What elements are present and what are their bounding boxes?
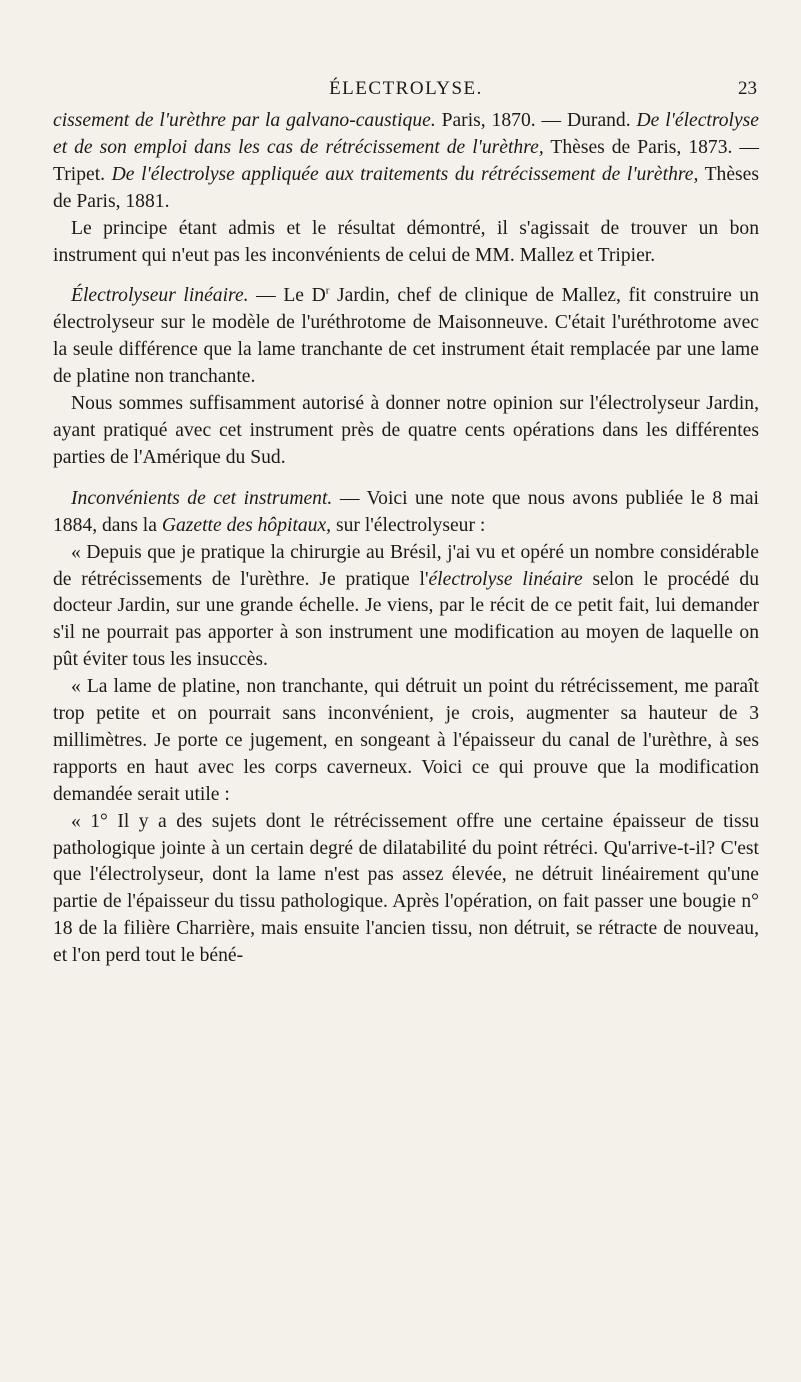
emphasis: électrolyse linéaire	[428, 568, 583, 590]
citation-text: Thèses de Paris, 1881.	[53, 163, 759, 212]
paragraph-text: sur l'électrolyseur :	[331, 514, 486, 536]
superscript: r	[325, 284, 330, 297]
paragraph-text: — Voici une note que nous avons publiée le 8 mai 1884, dans la	[53, 487, 759, 536]
title-citation: cissement de l'urèthre par la galvano-caustique.	[53, 110, 436, 131]
title-citation: De l'électrolyse appliquée aux traitements du rétrécissement de l'urèthre,	[111, 163, 699, 185]
paragraph-linear-electrolyser	[53, 283, 759, 391]
running-head	[53, 78, 759, 108]
paragraph-bibliography	[53, 108, 759, 216]
body-text	[53, 108, 759, 970]
paragraph-inconveniences	[53, 486, 759, 540]
title-citation: De l'électrolyse et de son emploi dans les cas de rétrécissement de l'urèthre,	[53, 110, 760, 158]
paragraph-text: selon le procédé du docteur Jardin, sur une grande échelle. Je viens, par le récit de ce petit fait, lui demander s'il ne pourrait pas apporter à son instrument une modification au moyen de laquelle on pût éviter tous les insuccès.	[53, 568, 760, 671]
running-title: ÉLECTROLYSE.	[329, 78, 483, 99]
citation-text: Paris, 1870. — Durand.	[435, 110, 637, 131]
paragraph-quote-blade: « La lame de platine, non tranchante, qui détruit un point du rétrécissement, me paraît trop petite et on pourrait sans inconvénient, je crois, augmenter sa hauteur de 3 millimètres. Je porte ce jugement, en songeant à l'épaisseur du canal de l'urèthre, à ses rapports en haut avec les corps caverneux. Voici ce qui prouve que la modification demandée serait utile :	[53, 676, 759, 805]
page-number: 23	[738, 78, 757, 99]
paragraph-opinion: Nous sommes suffisamment autorisé à donner notre opinion sur l'électrolyseur Jardin, ayant pratiqué avec cet instrument près de quatre cents opérations dans les différentes parties de l'Amérique du Sud.	[53, 393, 759, 468]
section-heading: Inconvénients de cet instrument.	[71, 487, 333, 509]
journal-title: Gazette des hôpitaux,	[161, 514, 332, 536]
paragraph-text: — Le D	[248, 285, 326, 307]
paragraph-quote-point-one: « 1° Il y a des sujets dont le rétrécissement offre une certaine épaisseur de tissu pathologique jointe à un certain degré de dilatabilité du point rétréci. Qu'arrive-t-il? C'est que l'électrolyseur, dont la lame n'est pas assez élevée, ne détruit linéairement qu'une partie de l'épaisseur du tissu pathologique. Après l'opération, on fait passer une bougie n° 18 de la filière Charrière, mais ensuite l'ancien tissu, non détruit, se rétracte de nouveau, et l'on perd tout le béné-	[53, 810, 759, 967]
paragraph-text: « Depuis que je pratique la chirurgie au Brésil, j'ai vu et opéré un nombre considérable de rétrécissements de l'urèthre. Je pratique l'	[53, 541, 759, 590]
paragraph-principle: Le principe étant admis et le résultat démontré, il s'agissait de trouver un bon instrument qui n'eut pas les inconvénients de celui de MM. Mallez et Tripier.	[53, 217, 759, 266]
section-heading: Électrolyseur linéaire.	[71, 285, 249, 307]
citation-text: Thèses de Paris, 1873. — Tripet.	[53, 136, 759, 185]
paragraph-text: Jardin, chef de clinique de Mallez, fit construire un électrolyseur sur le modèle de l'uréthrotome de Maisonneuve. C'était l'uréthrotome avec la seule différence que la lame tranchante de cet instrument était remplacée par une lame de platine non tranchante.	[53, 285, 760, 388]
paragraph-quote-brazil	[53, 540, 759, 675]
